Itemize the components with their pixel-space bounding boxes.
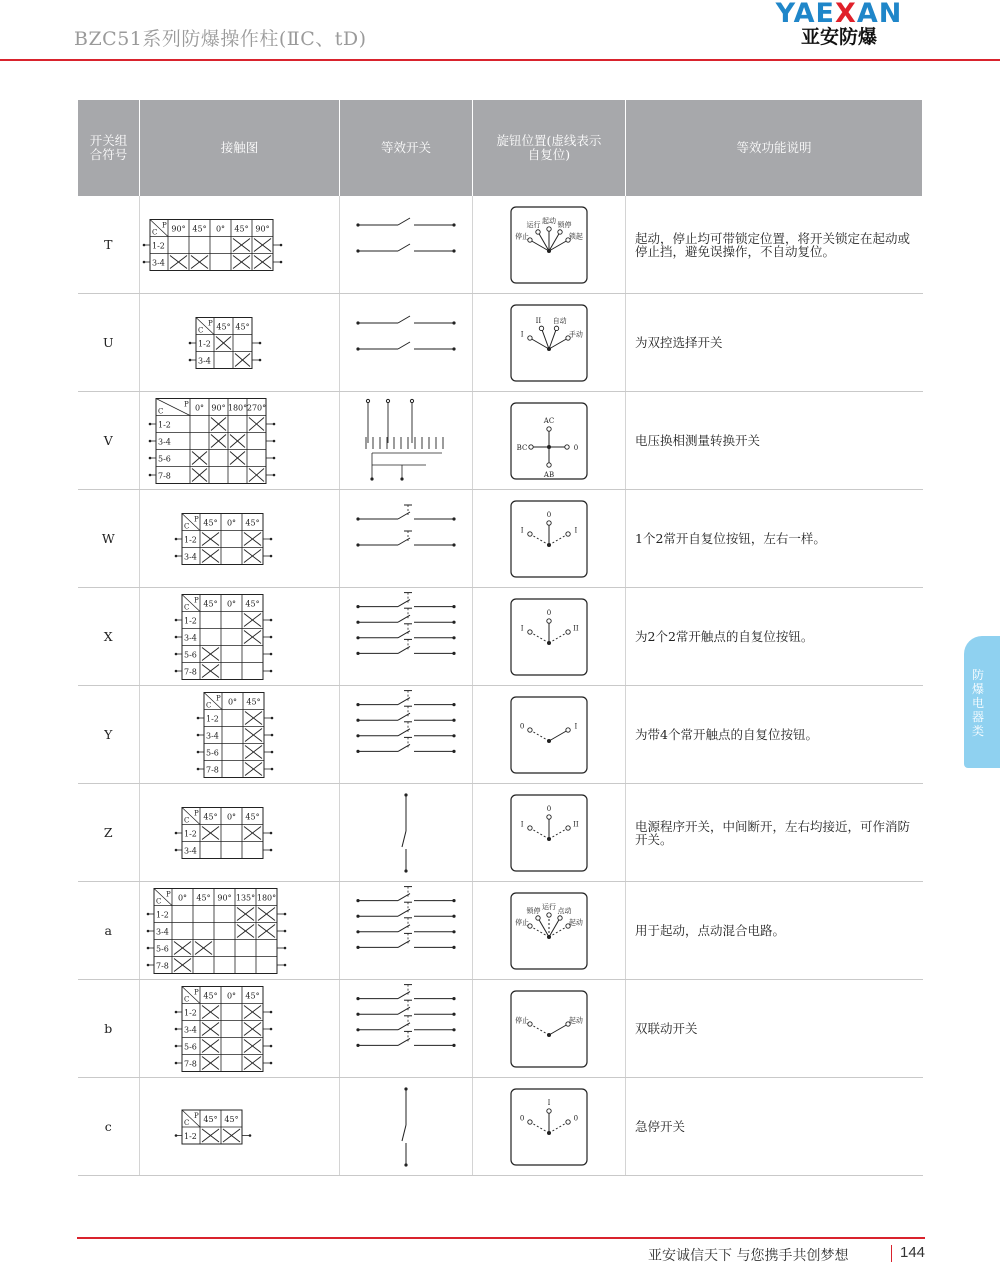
contact-diagram-T [142,199,338,291]
equivalent-switch-cell [340,882,473,980]
knob-label: 运行 [542,902,556,911]
contact-diagram-cell [140,1078,340,1176]
position-label: 0° [177,893,187,902]
table-row [78,294,923,392]
contact-label: 5-6 [157,454,171,463]
contact-label: 7-8 [205,765,219,774]
position-label: 180° [227,403,247,412]
contact-label: 1-2 [155,910,169,919]
knob-position-cell [473,490,626,588]
function-description: 为带4个常开触点的自复位按钮。 [626,686,923,784]
svg-text:P: P [183,400,189,408]
footer-rule [77,1237,925,1239]
knob-position-Y [509,695,589,775]
knob-position-U [509,303,589,383]
equivalent-switch-cell [340,196,473,294]
contact-label: 3-4 [155,927,169,936]
position-label: 45° [234,322,250,331]
contact-diagram-Y [142,689,338,781]
section-side-tab[interactable] [964,636,1000,768]
position-label: 45° [233,224,249,233]
position-label: 90° [216,893,232,902]
contact-label: 5-6 [205,748,219,757]
contact-label: 5-6 [155,944,169,953]
contact-label: 1-2 [183,616,197,625]
contact-label: 1-2 [205,714,219,723]
function-description: 急停开关 [626,1078,923,1176]
svg-text:P: P [193,809,199,817]
knob-label: I [574,722,578,730]
combination-symbol: b [78,980,140,1078]
position-label: 0° [226,518,236,527]
position-label: 90° [254,224,270,233]
position-label: 0° [226,599,236,608]
contact-label: 1-2 [151,241,165,250]
svg-text:C: C [155,897,161,905]
svg-text:P: P [161,221,167,229]
knob-label: 停止 [515,1016,530,1024]
equivalent-switch-Y [346,689,466,781]
table-row [78,196,923,294]
svg-text:C: C [205,701,211,709]
contact-diagram-W [142,493,338,585]
knob-label: I [574,526,578,534]
knob-label: I [547,1098,551,1107]
equivalent-switch-cell [340,686,473,784]
header-equivalent-switch: 等效开关 [340,100,473,196]
table-row [78,1078,923,1176]
contact-label: 7-8 [183,667,197,676]
equivalent-switch-W [346,493,466,585]
position-label: 0° [215,224,225,233]
position-label: 45° [244,599,260,608]
combination-symbol: a [78,882,140,980]
position-label: 0° [226,991,236,1000]
knob-position-a [509,891,589,971]
svg-text:P: P [165,890,171,898]
contact-label: 1-2 [183,829,197,838]
equivalent-switch-cell [340,1078,473,1176]
equivalent-switch-cell [340,294,473,392]
contact-label: 5-6 [183,650,197,659]
knob-position-V [509,401,589,481]
knob-position-T [509,205,589,285]
contact-label: 3-4 [205,731,219,740]
svg-text:C: C [183,995,189,1003]
position-label: 45° [244,518,260,527]
company-logo [764,0,914,48]
svg-text:C: C [183,522,189,530]
knob-position-b [509,989,589,1069]
knob-position-W [509,499,589,579]
knob-label: 0 [546,510,552,519]
knob-label: BC [516,443,528,452]
contact-diagram-V [142,395,338,487]
knob-label: 0 [573,1114,579,1122]
footer-separator [891,1245,892,1262]
contact-diagram-cell [140,196,340,294]
position-label: 180° [256,893,276,902]
contact-label: 3-4 [183,552,197,561]
svg-text:C: C [183,603,189,611]
function-description: 为2个2常开触点的自复位按钮。 [626,588,923,686]
combination-symbol: V [78,392,140,490]
equivalent-switch-cell [340,784,473,882]
knob-label: 停止 [515,232,530,240]
knob-label: 起动 [542,216,556,225]
knob-label: 0 [519,722,525,730]
page-number: 144 [900,1244,926,1261]
knob-label: 0 [519,1114,525,1122]
contact-diagram-cell [140,882,340,980]
svg-text:C: C [183,1118,189,1127]
position-label: 45° [195,893,211,902]
knob-label: 锁停 [557,220,572,229]
knob-label: 0 [546,804,552,813]
svg-text:P: P [193,1111,199,1120]
svg-text:P: P [207,319,213,327]
contact-diagram-cell [140,294,340,392]
function-description: 1个2常开自复位按钮，左右一样。 [626,490,923,588]
knob-position-cell [473,686,626,784]
position-label: 45° [202,518,218,527]
knob-label: 运行 [526,220,541,229]
function-description: 用于起动，点动混合电路。 [626,882,923,980]
header-symbol: 开关组合符号 [78,100,140,196]
knob-label: 自动 [552,316,567,325]
contact-label: 1-2 [183,1131,197,1141]
contact-diagram-cell [140,686,340,784]
knob-position-cell [473,882,626,980]
position-label: 0° [194,403,204,412]
switch-combination-table [77,100,923,1176]
svg-text:C: C [157,407,163,415]
combination-symbol: T [78,196,140,294]
knob-position-X [509,597,589,677]
footer-slogan: 亚安诚信天下 与您携手共创梦想 [648,1248,849,1264]
logo-chinese: 亚安防爆 [800,26,877,48]
knob-label: II [573,820,579,828]
svg-text:C: C [151,228,157,236]
function-description: 电压换相测量转换开关 [626,392,923,490]
contact-diagram-cell [140,392,340,490]
position-label: 0° [226,812,236,821]
contact-label: 1-2 [197,339,211,348]
knob-label: 0 [573,443,579,452]
contact-label: 5-6 [183,1042,197,1051]
position-label: 45° [215,322,231,331]
knob-position-cell [473,392,626,490]
table-row [78,686,923,784]
equivalent-switch-T [346,199,466,291]
table-header-row [78,100,923,196]
equivalent-switch-cell [340,392,473,490]
knob-label: 点动 [557,906,572,915]
contact-label: 1-2 [157,420,171,429]
combination-symbol: c [78,1078,140,1176]
contact-label: 7-8 [155,961,169,970]
table-row [78,588,923,686]
svg-text:C: C [197,326,203,334]
contact-diagram-X [142,591,338,683]
equivalent-switch-c [346,1081,466,1173]
knob-label: AC [543,416,555,425]
position-label: 0° [227,697,237,706]
equivalent-switch-Z [346,787,466,879]
header-rule [0,59,1000,61]
position-label: 45° [202,812,218,821]
position-label: 45° [202,991,218,1000]
knob-label: 起动 [568,1016,583,1024]
knob-position-cell [473,196,626,294]
position-label: 45° [223,1114,239,1124]
position-label: 45° [244,991,260,1000]
logo-english: YAEXAN [775,0,903,29]
equivalent-switch-U [346,297,466,389]
table-row [78,980,923,1078]
contact-diagram-cell [140,588,340,686]
position-label: 45° [202,599,218,608]
contact-diagram-b [142,983,338,1075]
contact-label: 3-4 [183,1025,197,1034]
table-row [78,490,923,588]
position-label: 45° [245,697,261,706]
contact-diagram-U [142,297,338,389]
contact-label: 3-4 [183,633,197,642]
position-label: 270° [246,403,266,412]
contact-label: 3-4 [183,846,197,855]
position-label: 90° [170,224,186,233]
knob-label: 手动 [568,330,583,338]
function-description: 双联动开关 [626,980,923,1078]
equivalent-switch-cell [340,980,473,1078]
table-row [78,882,923,980]
position-label: 135° [235,893,255,902]
contact-diagram-cell [140,980,340,1078]
svg-text:P: P [193,988,199,996]
position-label: 90° [210,403,226,412]
header-function-description: 等效功能说明 [626,100,923,196]
header-contact-diagram: 接触图 [140,100,340,196]
knob-position-Z [509,793,589,873]
knob-position-cell [473,1078,626,1176]
contact-diagram-Z [142,787,338,879]
contact-label: 3-4 [151,258,165,267]
knob-label: II [535,316,542,325]
equivalent-switch-V [346,395,466,487]
equivalent-switch-a [346,885,466,977]
combination-symbol: Y [78,686,140,784]
knob-label: AB [543,470,555,479]
knob-label: I [520,820,524,828]
position-label: 45° [191,224,207,233]
combination-symbol: W [78,490,140,588]
knob-label: I [520,624,524,632]
function-description: 起动，停止均可带锁定位置，将开关锁定在起动或停止挡，避免误操作，不自动复位。 [626,196,923,294]
contact-diagram-cell [140,490,340,588]
contact-diagram-cell [140,784,340,882]
combination-symbol: U [78,294,140,392]
knob-label: I [520,526,524,534]
contact-label: 7-8 [183,1059,197,1068]
header-knob-position: 旋钮位置(虚线表示自复位) [473,100,626,196]
svg-text:P: P [215,694,221,702]
knob-label: 锁起 [568,232,583,240]
contact-label: 3-4 [157,437,171,446]
combination-symbol: Z [78,784,140,882]
page-header-title: BZC51系列防爆操作柱(ⅡC、tD) [74,28,367,50]
function-description: 为双控选择开关 [626,294,923,392]
equivalent-switch-cell [340,588,473,686]
knob-label: I [520,330,524,338]
knob-label: 起动 [568,918,583,926]
contact-label: 1-2 [183,1008,197,1017]
contact-label: 3-4 [197,356,211,365]
knob-position-cell [473,588,626,686]
knob-position-cell [473,294,626,392]
knob-position-c [509,1087,589,1167]
knob-label: 锁停 [526,906,541,915]
position-label: 45° [244,812,260,821]
table-row [78,784,923,882]
equivalent-switch-X [346,591,466,683]
side-tab-label: 防爆电器类 [971,668,984,738]
svg-text:P: P [193,596,199,604]
equivalent-switch-cell [340,490,473,588]
knob-position-cell [473,784,626,882]
contact-label: 7-8 [157,471,171,480]
function-description: 电源程序开关，中间断开，左右均接近，可作消防开关。 [626,784,923,882]
knob-label: 停止 [515,918,530,926]
contact-diagram-a [142,885,338,977]
contact-diagram-c [142,1081,338,1173]
knob-position-cell [473,980,626,1078]
contact-label: 1-2 [183,535,197,544]
knob-label: 0 [546,608,552,617]
table-row [78,392,923,490]
svg-text:C: C [183,816,189,824]
knob-label: II [573,624,579,632]
position-label: 45° [202,1114,218,1124]
equivalent-switch-b [346,983,466,1075]
combination-symbol: X [78,588,140,686]
svg-text:P: P [193,515,199,523]
